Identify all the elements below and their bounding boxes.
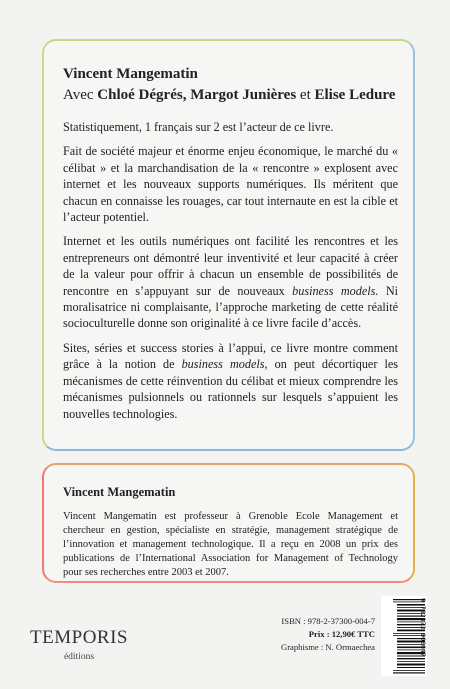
publication-info (280, 615, 375, 654)
blurb-p3-text-b: Ni moralisatrice ni complaisante, l’approche marketing de cette réalité socioculturelle donne son originalité à ce livre facile d’accès. (63, 283, 399, 331)
blurb-p4-text-b: , on peut décortiquer les mécanismes de cette réinvention du célibat et mieux comprendre les mécanismes pulsionnels ou rationnels sur lesquels s’appuient les nouvelles technologies. (63, 357, 398, 421)
blurb-paragraph-1: Statistiquement, 1 français sur 2 est l’acteur de ce livre. (63, 120, 334, 134)
blurb-p4-emphasis: business models (181, 357, 265, 372)
blurb-paragraph-3 (63, 233, 398, 331)
coauthors-prefix: Avec (63, 87, 94, 103)
blurb-paragraph-2: Fait de société majeur et énorme enjeu économique, le marché du « célibat » et la marchandisation de la « rencontre » explosent avec internet et les nouveaux supports numériques. Ils méritent que chacun en connaisse les rouages, car tout internaute en est la cible et l’acteur potentiel. (63, 144, 398, 225)
bio-text: Vincent Mangematin est professeur à Grenoble Ecole Management et chercheur en gestion, spécialiste en stratégie, management stratégique de l’innovation et management technologique. Il a reçu en 2008 un prix des publications de l’International Association for Management of Technology pour ses recherches entre 2003 et 2007. (63, 511, 398, 578)
coauthors-line (63, 84, 398, 106)
graphisme-credit: Graphisme : N. Ormaechea (280, 642, 375, 652)
publisher-logo-subtitle: éditions (63, 652, 95, 662)
coauthors-joiner: et (299, 87, 311, 103)
isbn-barcode (381, 596, 427, 676)
blurb-p4-text-a: Sites, séries et success stories à l’appui, ce livre montre comment grâce à la notion de (63, 340, 398, 372)
author-heading (63, 64, 398, 106)
isbn: ISBN : 978-2-37300-004-7 (281, 616, 375, 626)
blurb-p3-emphasis: business models. (292, 283, 379, 298)
author-bio (63, 484, 398, 580)
publisher-logo-text: TEMPORIS (30, 627, 128, 648)
author-name: Vincent Mangematin (63, 66, 198, 82)
blurb-paragraph-4 (63, 340, 398, 422)
price: Prix : 12,90€ TTC (308, 629, 375, 639)
coauthor-2: Margot Junières (190, 87, 297, 103)
blurb-p3-text-a: Internet et les outils numériques ont facilité les rencontres et les entrepreneurs ont démontré leur inventivité et leur capacité à créer de la valeur pour offrir à chacun un ensemble de possibilités de rencontre en s’appuyant sur de nouveaux (63, 234, 398, 298)
coauthor-1: Chloé Dégrés, (97, 87, 187, 103)
coauthor-3: Elise Ledure (314, 87, 396, 103)
publisher-logo (29, 627, 129, 662)
barcode-digits: 9 782373 000047 (419, 598, 427, 657)
back-cover-blurb (63, 119, 398, 430)
bio-name: Vincent Mangematin (63, 485, 176, 499)
